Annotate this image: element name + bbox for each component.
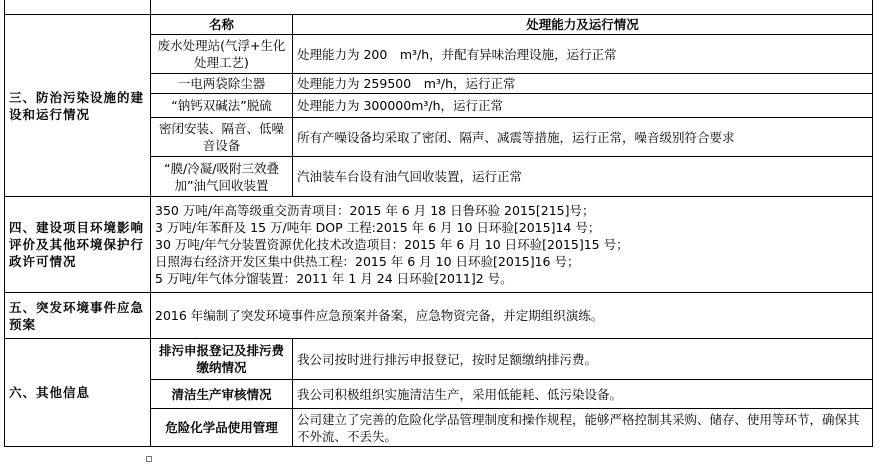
table-row <box>5 339 873 380</box>
column-header-status: 处理能力及运行情况 <box>293 15 873 35</box>
facility-name: 密闭安装、隔音、低噪音设备 <box>151 118 293 157</box>
info-item-name: 排污申报登记及排污费缴纳情况 <box>151 339 293 380</box>
facility-status: 汽油装车台设有油气回收装置，运行正常 <box>293 157 873 197</box>
approval-line: 350 万吨/年高等级重交沥青项目：2015 年 6 月 18 日鲁环验 2015[215]号； <box>155 203 595 218</box>
info-item-name: 清洁生产审核情况 <box>151 380 293 409</box>
info-item-content: 我公司积极组织实施清洁生产，采用低能耗、低污染设备。 <box>293 380 873 409</box>
environmental-info-table <box>4 0 873 447</box>
approval-line: 3 万吨/年苯酐及 15 万/吨年 DOP 工程:2015 年 6 月 10 日环验[2015]14 号； <box>155 220 601 235</box>
facility-status: 处理能力为 200 m³/h，并配有异味治理设施，运行正常 <box>293 35 873 74</box>
section4-title: 四、建设项目环境影响评价及其他环境保护行政许可情况 <box>5 197 151 293</box>
approval-line: 日照海右经济开发区集中供热工程：2015 年 6 月 10 日环验[2015]16 号； <box>155 254 580 269</box>
facility-name: 一电两袋除尘器 <box>151 74 293 94</box>
section6-title: 六、其他信息 <box>5 339 151 447</box>
table-top-row <box>5 0 873 15</box>
empty-cell <box>5 0 151 15</box>
facility-status: 所有产噪设备均采取了密闭、隔声、减震等措施，运行正常，噪音级别符合要求 <box>293 118 873 157</box>
approval-line: 30 万吨/年气分装置资源优化技术改造项目：2015 年 6 月 10 日环验[2015]15 号； <box>155 237 629 252</box>
section5-content: 2016 年编制了突发环境事件应急预案并备案，应急物资完备，并定期组织演练。 <box>151 293 873 339</box>
facility-name: “钠钙双碱法”脱硫 <box>151 94 293 118</box>
section5-row <box>5 293 873 339</box>
column-header-name: 名称 <box>151 15 293 35</box>
info-item-content: 我公司按时进行排污申报登记，按时足额缴纳排污费。 <box>293 339 873 380</box>
facility-name: 废水处理站(气浮+生化处理工艺) <box>151 35 293 74</box>
section4-content <box>151 197 873 293</box>
info-item-content: 公司建立了完善的危险化学品管理制度和操作规程，能够严格控制其采购、储存、使用等环节，确保其不外流、不丢失。 <box>293 409 873 447</box>
facility-status: 处理能力为 300000m³/h，运行正常 <box>293 94 873 118</box>
section4-row <box>5 197 873 293</box>
paragraph-marker <box>146 456 152 462</box>
info-item-name: 危险化学品使用管理 <box>151 409 293 447</box>
section3-title: 三、防治污染设施的建设和运行情况 <box>5 15 151 197</box>
facility-status: 处理能力为 259500 m³/h，运行正常 <box>293 74 873 94</box>
empty-cell <box>151 0 873 15</box>
facility-name: “膜/冷凝/吸附三效叠加”油气回收装置 <box>151 157 293 197</box>
section5-title: 五、突发环境事件应急预案 <box>5 293 151 339</box>
approval-line: 5 万吨/年气体分馏装置：2011 年 1 月 24 日环验[2011]2 号。 <box>155 271 513 286</box>
column-header-row <box>5 15 873 35</box>
